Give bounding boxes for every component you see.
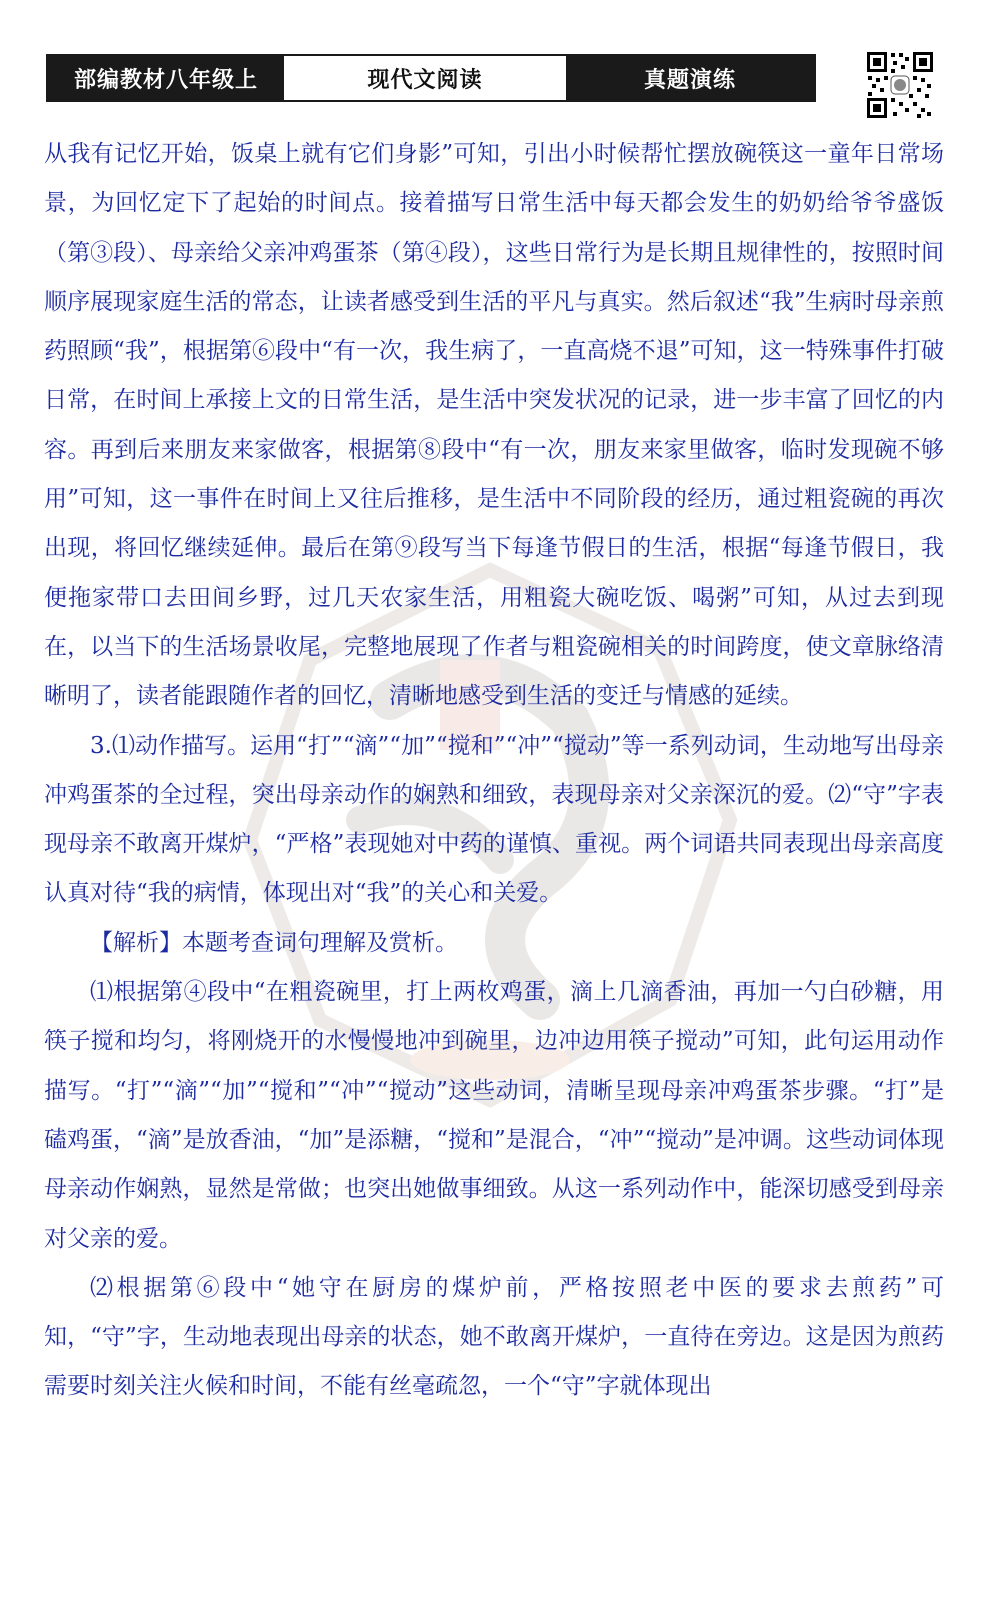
paragraph-analysis-1: ⑴根据第④段中“在粗瓷碗里，打上两枚鸡蛋，滴上几滴香油，再加一勺白砂糖，用筷子搅和均匀，将刚烧开的水慢慢地冲到碗里，边冲边用筷子搅动”可知，此句运用动作描写。“打”“滴”“加”“搅和”“冲”“搅动”这些动词，清晰呈现母亲冲鸡蛋茶步骤。“打”是磕鸡蛋，“滴”是放香油，“加”是添糖，“搅和”是混合，“冲”“搅动”是冲调。这些动词体现母亲动作娴熟，显然是常做；也突出她做事细致。从这一系列动作中，能深切感受到母亲对父亲的爱。	[44, 979, 944, 1252]
paragraph-analysis-2: ⑵根据第⑥段中“她守在厨房的煤炉前，严格按照老中医的要求去煎药”可知，“守”字，生动地表现出母亲的状态，她不敢离开煤炉，一直待在旁边。这是因为煎药需要时刻关注火候和时间，不能有丝毫疏忽，一个“守”字就体现出	[44, 1274, 944, 1400]
header-section-label: 真题演练	[566, 56, 814, 100]
paragraph-analysis-heading: 【解析】本题考查词句理解及赏析。	[90, 929, 458, 956]
paragraph-answer-3: 3.⑴动作描写。运用“打”“滴”“加”“搅和”“冲”“搅动”等一系列动词，生动地写出母亲冲鸡蛋茶的全过程，突出母亲动作的娴熟和细致，表现母亲对父亲深沉的爱。⑵“守”字表现母亲不敢离开煤炉，“严格”表现她对中药的谨慎、重视。两个词语共同表现出母亲高度认真对待“我的病情，体现出对“我”的关心和关爱。	[44, 732, 944, 907]
header-grade-label: 部编教材八年级上	[48, 56, 284, 100]
paragraph-timeline-analysis: 从我有记忆开始，饭桌上就有它们身影”可知，引出小时候帮忙摆放碗筷这一童年日常场景，为回忆定下了起始的时间点。接着描写日常生活中每天都会发生的奶奶给爷爷盛饭（第③段）、母亲给父亲冲鸡蛋茶（第④段），这些日常行为是长期且规律性的，按照时间顺序展现家庭生活的常态，让读者感受到生活的平凡与真实。然后叙述“我”生病时母亲煎药照顾“我”，根据第⑥段中“有一次，我生病了，一直高烧不退”可知，这一特殊事件打破日常，在时间上承接上文的日常生活，是生活中突发状况的记录，进一步丰富了回忆的内容。再到后来朋友来家做客，根据第⑧段中“有一次，朋友来家里做客，临时发现碗不够用”可知，这一事件在时间上又往后推移，是生活中不同阶段的经历，通过粗瓷碗的再次出现，将回忆继续延伸。最后在第⑨段写当下每逢节假日的生活，根据“每逢节假日，我便拖家带口去田间乡野，过几天农家生活，用粗瓷大碗吃饭、喝粥”可知，从过去到现在，以当下的生活场景收尾，完整地展现了作者与粗瓷碗相关的时间跨度，使文章脉络清晰明了，读者能跟随作者的回忆，清晰地感受到生活的变迁与情感的延续。	[44, 141, 944, 710]
answer-content	[44, 130, 944, 1412]
header-topic-label: 现代文阅读	[284, 56, 566, 100]
qr-code-icon	[865, 50, 935, 120]
header-bar	[46, 54, 816, 102]
